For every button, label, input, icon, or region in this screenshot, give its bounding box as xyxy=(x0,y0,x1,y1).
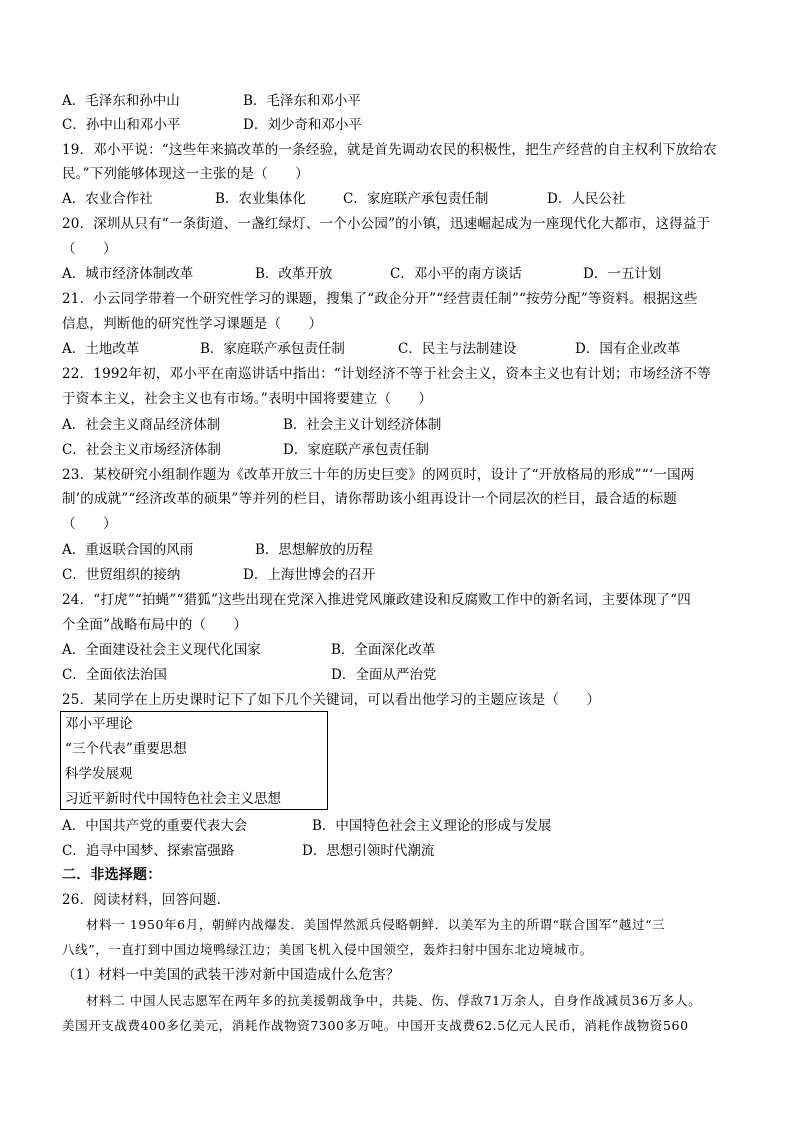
q18-option-b[interactable]: B．毛泽东和邓小平 xyxy=(243,93,361,109)
q21-option-d[interactable]: D．国有企业改革 xyxy=(575,341,681,357)
material-1-line2: 八线”，一直打到中国边境鸭绿江边；美国飞机入侵中国领空，轰炸扫射中国东北边境城市。 xyxy=(62,942,593,957)
keyword-item: 邓小平理论 xyxy=(65,716,133,732)
q24-option-a[interactable]: A．全面建设社会主义现代化国家 xyxy=(62,642,261,658)
q20-stem-line2: （ ） xyxy=(62,241,117,257)
section-title: 二．非选择题： xyxy=(62,867,162,883)
q18-option-c[interactable]: C．孙中山和邓小平 xyxy=(62,117,181,133)
q21-option-b[interactable]: B．家庭联产承包责任制 xyxy=(200,341,345,357)
q18-option-d[interactable]: D．刘少奇和邓小平 xyxy=(243,117,362,133)
material-1-line1: 材料一 1950年6月，朝鲜内战爆发．美国悍然派兵侵略朝鲜．以美军为主的所谓“联合国军”越过“三 xyxy=(86,917,666,932)
q22-option-c[interactable]: C．社会主义市场经济体制 xyxy=(62,442,221,458)
q21-stem-line1: 21．小云同学带着一个研究性学习的课题，搜集了“政企分开”“经营责任制”“按劳分配”等资料。根据这些 xyxy=(62,291,698,307)
q20-option-b[interactable]: B．改革开放 xyxy=(255,266,333,282)
q19-option-d[interactable]: D．人民公社 xyxy=(547,191,626,207)
q26-stem: 26．阅读材料，回答问题． xyxy=(62,892,231,908)
material-2-line1: 材料二 中国人民志愿军在两年多的抗美援朝战争中，共毙、伤、俘敌71万余人，自身作战减员36万多人。 xyxy=(86,993,702,1008)
q25-option-d[interactable]: D．思想引领时代潮流 xyxy=(302,843,435,859)
keyword-box xyxy=(60,711,328,810)
q24-stem-line2: 个全面”战略布局中的（ ） xyxy=(62,617,248,633)
material-2-line2: 美国开支战费400多亿美元，消耗作战物资7300多万吨。中国开支战费62.5亿元人民币，消耗作战物资560 xyxy=(62,1018,689,1033)
q20-stem-line1: 20．深圳从只有“一条街道、一盏红绿灯、一个小公园”的小镇，迅速崛起成为一座现代化大都市，这得益于 xyxy=(62,216,711,232)
keyword-item: “三个代表”重要思想 xyxy=(65,741,187,757)
q21-stem-line2: 信息，判断他的研究性学习课题是（ ） xyxy=(62,316,323,332)
q19-option-b[interactable]: B．农业集体化 xyxy=(215,191,306,207)
q18-option-a[interactable]: A．毛泽东和孙中山 xyxy=(62,93,180,109)
q23-option-b[interactable]: B．思想解放的历程 xyxy=(255,542,373,558)
q23-option-c[interactable]: C．世贸组织的接纳 xyxy=(62,567,181,583)
q25-option-b[interactable]: B．中国特色社会主义理论的形成与发展 xyxy=(312,818,552,834)
q21-option-a[interactable]: A．土地改革 xyxy=(62,341,140,357)
q19-option-c[interactable]: C．家庭联产承包责任制 xyxy=(343,191,489,207)
q24-option-c[interactable]: C．全面依法治国 xyxy=(62,667,167,683)
q25-option-c[interactable]: C．追寻中国梦、探索富强路 xyxy=(62,843,235,859)
q22-option-b[interactable]: B．社会主义计划经济体制 xyxy=(283,417,442,433)
q24-option-d[interactable]: D．全面从严治党 xyxy=(331,667,437,683)
q23-option-d[interactable]: D．上海世博会的召开 xyxy=(243,567,376,583)
q20-option-a[interactable]: A．城市经济体制改革 xyxy=(62,266,194,282)
q23-stem-line2: 制’的成就”“经济改革的硕果”等并列的栏目，请你帮助该小组再设计一个同层次的栏目，最合适的标题 xyxy=(62,491,677,507)
q22-stem-line2: 于资本主义，社会主义也有市场。”表明中国将要建立（ ） xyxy=(62,391,433,407)
keyword-item: 习近平新时代中国特色社会主义思想 xyxy=(65,791,281,807)
q20-option-d[interactable]: D．一五计划 xyxy=(583,266,662,282)
q24-option-b[interactable]: B．全面深化改革 xyxy=(331,642,436,658)
q24-stem-line1: 24．“打虎”“拍蝇”“猎狐”这些出现在党深入推进党风廉政建设和反腐败工作中的新名词，主要体现了“四 xyxy=(62,592,691,608)
q23-option-a[interactable]: A．重返联合国的风雨 xyxy=(62,542,194,558)
q20-option-c[interactable]: C．邓小平的南方谈话 xyxy=(390,266,522,282)
q19-stem-line1: 19．邓小平说：“这些年来搞改革的一条经验，就是首先调动农民的积极性，把生产经营的自主权利下放给农 xyxy=(62,142,717,158)
q21-option-c[interactable]: C．民主与法制建设 xyxy=(398,341,517,357)
keyword-item: 科学发展观 xyxy=(65,766,133,782)
q22-option-d[interactable]: D．家庭联产承包责任制 xyxy=(283,442,429,458)
q19-stem-line2: 民。”下列能够体现这一主张的是（ ） xyxy=(62,166,309,182)
q22-stem-line1: 22．1992年初，邓小平在南巡讲话中指出：“计划经济不等于社会主义，资本主义也有计划；市场经济不等 xyxy=(62,366,711,382)
q19-option-a[interactable]: A．农业合作社 xyxy=(62,191,153,207)
q23-stem-line3: （ ） xyxy=(62,516,117,532)
q22-option-a[interactable]: A．社会主义商品经济体制 xyxy=(62,417,221,433)
q25-option-a[interactable]: A．中国共产党的重要代表大会 xyxy=(62,818,248,834)
q26-part1: （1）材料一中美国的武装干涉对新中国造成什么危害？ xyxy=(62,967,400,983)
q23-stem-line1: 23．某校研究小组制作题为《改革开放三十年的历史巨变》的网页时，设计了“开放格局的形成”“‘一国两 xyxy=(62,467,695,483)
q25-stem: 25．某同学在上历史课时记下了如下几个关键词，可以看出他学习的主题应该是（ ） xyxy=(62,692,601,708)
